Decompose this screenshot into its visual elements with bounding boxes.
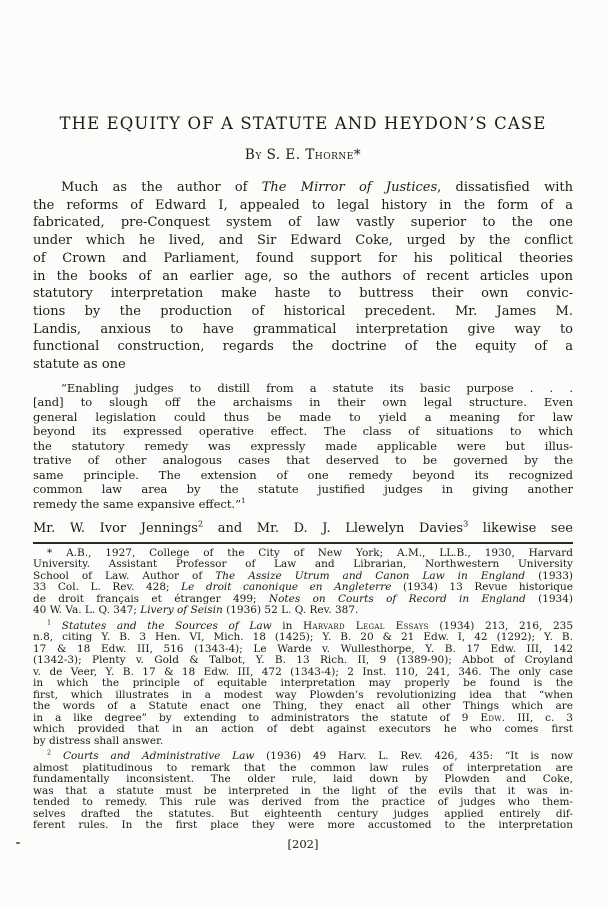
text-line: under which he lived, and Sir Edward Coke, urged by the conflict [33,233,573,249]
text-line: fabricated, pre-Conquest system of law vastly superior to the one [33,215,573,231]
page-number: [202] [287,836,319,851]
text-line: tions by the production of historical precedent. Mr. James M. [33,303,573,319]
text-line: was that a statute must be interpreted in the light of the evils that it was in- [33,784,573,797]
body-paragraph-continuation [33,520,573,538]
text-line: statutory interpretation make haste to buttress their own convic- [33,286,573,302]
block-quote [33,381,573,512]
text-line: Mr. W. Ivor Jennings$^2$ and Mr. D. J. Llewelyn Davies$^3$ likewise see [33,519,573,537]
article-title: THE EQUITY OF A STATUTE AND HEYDON’S CASE [59,114,547,133]
text-line: [and] to slough off the archaisms in their own legal structure. Even [33,395,573,410]
text-line: first, which illustrates in a modest way Plowden’s revolutionizing idea that “when [33,688,573,701]
text-line: Much as the author of The Mirror of Justices, dissatisfied with [61,180,574,195]
text-line: the reforms of Edward I, appealed to legal history in the form of a [33,197,573,213]
text-line: Landis, anxious to have grammatical interpretation give way to [33,321,573,337]
text-line: in the books of an earlier age, so the authors of recent articles upon [33,268,573,284]
text-line: fundamentally inconsistent. The older rule, laid down by Plowden and Coke, [33,773,573,786]
text-line: general legislation could thus be made to yield a meaning for law [33,409,573,424]
text-line: in which the principle of equitable interpretation may properly be found is the [33,677,573,690]
text-line: remedy the same expansive effect.”$^1$ [33,495,246,511]
text-line: almost platitudinous to remark that the common law rules of interpretation are [33,761,573,774]
text-line: 17 & 18 Edw. III, 516 (1343-4); Le Warde v. Wullesthorpe, Y. B. 17 Edw. III, 142 [33,642,573,655]
text-line: 40 W. Va. L. Q. 347; Livery of Seisin (1936) 52 L. Q. Rev. 387. [33,604,359,617]
text-line: same principle. The extension of one remedy beyond its recognized [33,467,573,482]
text-line: selves drafted the statutes. But eighteenth century judges applied entirely dif- [33,807,573,820]
text-line: functional construction, regards the doctrine of the equity of a [33,339,573,355]
text-line: University. Assistant Professor of Law and Librarian, Northwestern University [33,558,573,571]
text-line: 33 Col. L. Rev. 428; Le droit canonique en Angleterre (1934) 13 Revue historique [33,581,574,594]
article-byline: By S. E. Thorne* [244,147,362,163]
text-line: * A.B., 1927, College of the City of New York; A.M., LL.B., 1930, Harvard [47,546,573,559]
text-line: trative of other analogous cases that deserved to be governed by the [33,453,573,468]
text-line: the words of a Statute enact one Thing, they enact all other Things which are [33,700,573,713]
text-line: statute as one [33,357,126,373]
text-line: n.8, citing Y. B. 3 Hen. VI, Mich. 18 (1425); Y. B. 20 & 21 Edw. I, 42 (1292); Y. B. [33,631,573,644]
text-line: v. de Veer, Y. B. 17 & 18 Edw. III, 472 (1343-4); 2 Inst. 110, 241, 346. The only case [33,665,573,678]
footnote-star [33,548,573,617]
text-line: ferent rules. In the first place they were more accustomed to the interpretation [33,819,573,832]
footnote-2 [33,748,573,832]
text-line: (1342-3); Plenty v. Gold & Talbot, Y. B. 13 Rich. II, 9 (1389-90); Abbot of Croyland [33,654,573,667]
text-line: of Crown and Parliament, found support for his political theories [33,250,573,266]
text-line: $^2$ Courts and Administrative Law (1936) 49 Harv. L. Rev. 426, 435: “It is now [47,748,573,763]
text-line: the statutory remedy was expressly made applicable were but illus- [33,438,573,453]
text-line: de droit français et étranger 499; Notes on Courts of Record in England (1934) [33,592,574,605]
text-line: beyond its expressed operative effect. The class of situations to which [33,424,573,439]
text-line: in a like degree” by extending to administrators the statute of 9 Edw. III, c. 3 [33,711,573,724]
scan-artifact [16,842,20,844]
text-line: $^1$ Statutes and the Sources of Law in Harvard Legal Essays (1934) 213, 216, 235 [47,618,574,632]
text-line: common law area by the statute justified judges in giving another [33,482,573,497]
text-line: tended to remedy. This rule was derived from the practice of judges who them- [33,796,573,809]
text-line: School of Law. Author of The Assize Utrum and Canon Law in England (1933) [33,569,574,582]
text-line: which provided that in an action of debt against executors he who comes first [33,723,573,736]
footnote-separator [33,542,573,544]
text-line: “Enabling judges to distill from a statute its basic purpose . . . [61,380,573,395]
footnote-1 [33,618,574,748]
body-paragraph [33,179,573,374]
text-line: by distress shall answer. [33,734,164,747]
